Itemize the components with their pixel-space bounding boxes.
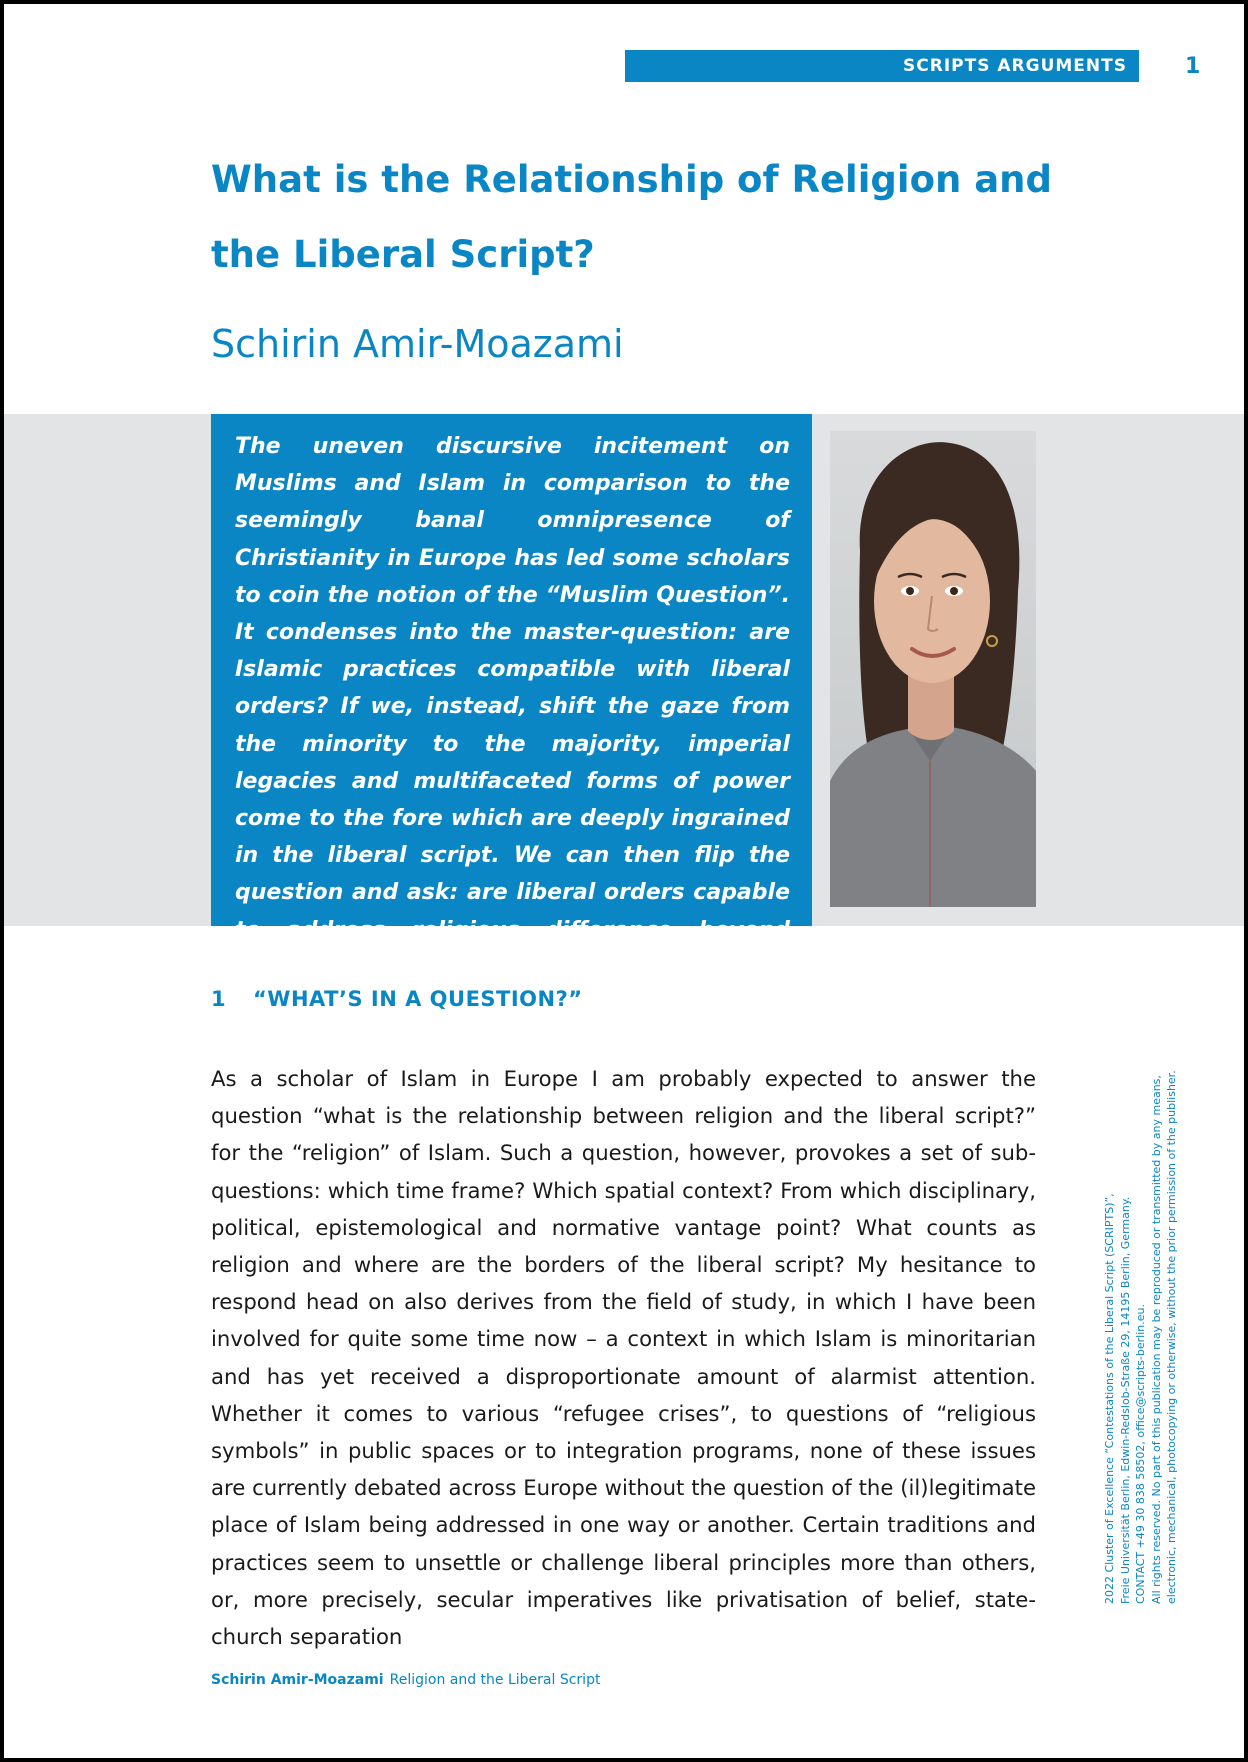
page-number: 1 [1185, 54, 1201, 79]
article-author: Schirin Amir-Moazami [211, 322, 624, 366]
footer-title: Religion and the Liberal Script [389, 1672, 601, 1688]
copyright-line: CONTACT +49 30 838 58502, office@scripts-berlin.eu. [1134, 1304, 1147, 1604]
body-text: As a scholar of Islam in Europe I am probably expected to answer the question “what is the relationship between religion and the liberal script?” for the “religion” of Islam. Such a question, however, provokes a set of sub-questions: which time frame? Which spatial context? From which disciplinary, political, epistemological and normative vantage point? What counts as religion and where are the borders of the liberal script? My hesitance to respond head on also derives from the field of study, in which I have been involved for quite some time now – a context in which Islam is minoritarian and has yet received a disproportionate amount of alarmist attention. Whether it comes to various “refugee crises”, to questions of “religious symbols” in public spaces or to integration programs, none of these issues are currently debated across Europe without the question of the (il)legitimate place of Islam being addressed in one way or another. Certain traditions and practices seem to unsettle or challenge liberal principles more than others, or, more precisely, secular imperatives like privatisation of belief, state-church separation [211, 1066, 1036, 1650]
section-title: “WHAT’S IN A QUESTION?” [253, 987, 583, 1011]
copyright-note [1102, 1064, 1180, 1604]
section-heading [211, 987, 583, 1011]
copyright-line: All rights reserved. No part of this publication may be reproduced or transmitted by any means, [1149, 1075, 1163, 1604]
copyright-line: electronic, mechanical, photocopying or otherwise, without the prior permission of the publisher. [1165, 1070, 1178, 1604]
copyright-line: Freie Universität Berlin, Edwin-Redslob-Straße 29, 14195 Berlin, Germany. [1118, 1196, 1132, 1604]
page-footer [211, 1672, 600, 1688]
abstract-text: The uneven discursive incitement on Muslims and Islam in comparison to the seemingly banal omnipresence of Christianity in Europe has led some scholars to coin the notion of the “Muslim Question”. It condenses into the master-question: are Islamic practices compatible with liberal orders? If we, instead, shift the gaze from the minority to the majority, imperial legacies and multifaceted forms of power come to the fore which are deeply ingrained in the liberal script. We can then flip the question and ask: are liberal orders capable to address religious difference beyond absorption or radical alterity? [235, 434, 790, 980]
copyright-line: 2022 Cluster of Excellence “Contestations of the Liberal Script (SCRIPTS)”, [1103, 1193, 1116, 1604]
author-portrait [830, 431, 1036, 907]
article-title: What is the Relationship of Religion and the Liberal Script? [211, 158, 1053, 276]
series-label: SCRIPTS ARGUMENTS [625, 50, 1139, 82]
abstract-box [211, 414, 812, 980]
footer-author: Schirin Amir-Moazami [211, 1672, 384, 1688]
section-number: 1 [211, 987, 227, 1011]
